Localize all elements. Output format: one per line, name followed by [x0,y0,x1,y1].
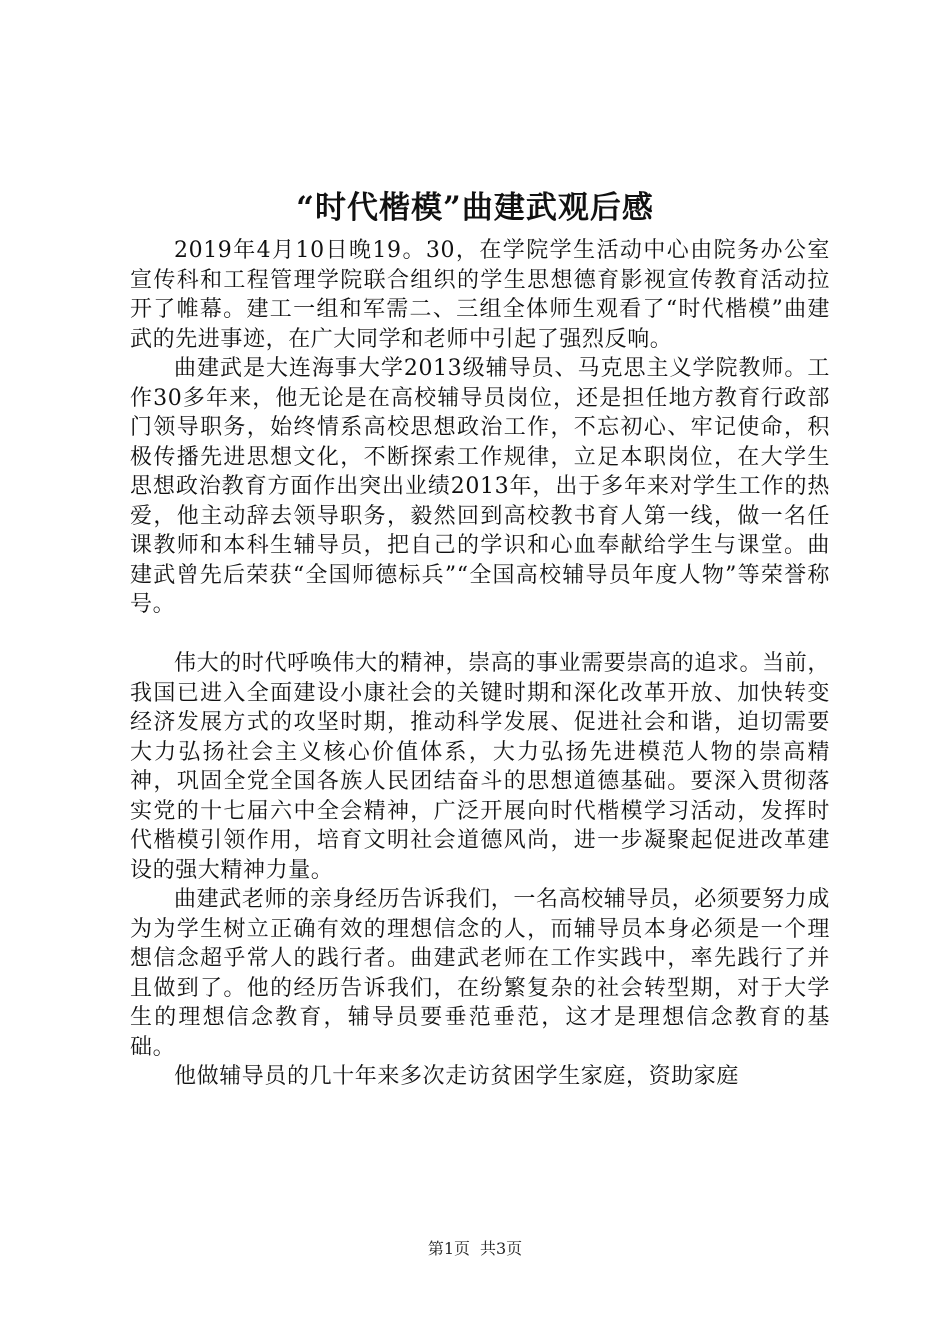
paragraph-lesson: 曲建武老师的亲身经历告诉我们，一名高校辅导员，必须要努力成为为学生树立正确有效的理想信念的人，而辅导员本身必须是一个理想信念超乎常人的践行者。曲建武老师在工作实践中，率先践行了并且做到了。他的经历告诉我们，在纷繁复杂的社会转型期，对于大学生的理想信念教育，辅导员要垂范垂范，这才是理想信念教育的基础。 [130,887,830,1060]
page-footer [0,1238,950,1260]
paragraph-era-spirit: 伟大的时代呼唤伟大的精神，崇高的事业需要崇高的追求。当前，我国已进入全面建设小康社会的关键时期和深化改革开放、加快转变经济发展方式的攻坚时期，推动科学发展、促进社会和谐，迫切需要大力弘扬社会主义核心价值体系，大力弘扬先进模范人物的崇高精神，巩固全党全国各族人民团结奋斗的思想道德基础。要深入贯彻落实党的十七届六中全会精神，广泛开展向时代楷模学习活动，发挥时代楷模引领作用，培育文明社会道德风尚，进一步凝聚起促进改革建设的强大精神力量。 [130,651,830,883]
paragraph-biography: 曲建武是大连海事大学2013级辅导员、马克思主义学院教师。工作30多年来，他无论是在高校辅导员岗位，还是担任地方教育行政部门领导职务，始终情系高校思想政治工作，不忘初心、牢记使命，积极传播先进思想文化，不断探索工作规律，立足本职岗位，在大学生思想政治教育方面作出突出业绩2013年，出于多年来对学生工作的热爱，他主动辞去领导职务，毅然回到高校教书育人第一线，做一名任课教师和本科生辅导员，把自己的学识和心血奉献给学生与课堂。曲建武曾先后荣获“全国师德标兵”“全国高校辅导员年度人物”等荣誉称号。 [130,356,830,617]
paragraph-visits: 他做辅导员的几十年来多次走访贫困学生家庭，资助家庭 [174,1064,740,1089]
document-title: “时代楷模”曲建武观后感 [296,190,654,226]
paragraph-intro: 2019年4月10日晚19。30，在学院学生活动中心由院务办公室宣传科和工程管理学院联合组织的学生思想德育影视宣传教育活动拉开了帷幕。建工一组和军需二、三组全体师生观看了“时代楷模”曲建武的先进事迹，在广大同学和老师中引起了强烈反响。 [130,238,830,352]
page-number-current: 第1页 [427,1239,470,1258]
document-body [130,236,830,1092]
page-number-total: 共3页 [480,1239,523,1258]
